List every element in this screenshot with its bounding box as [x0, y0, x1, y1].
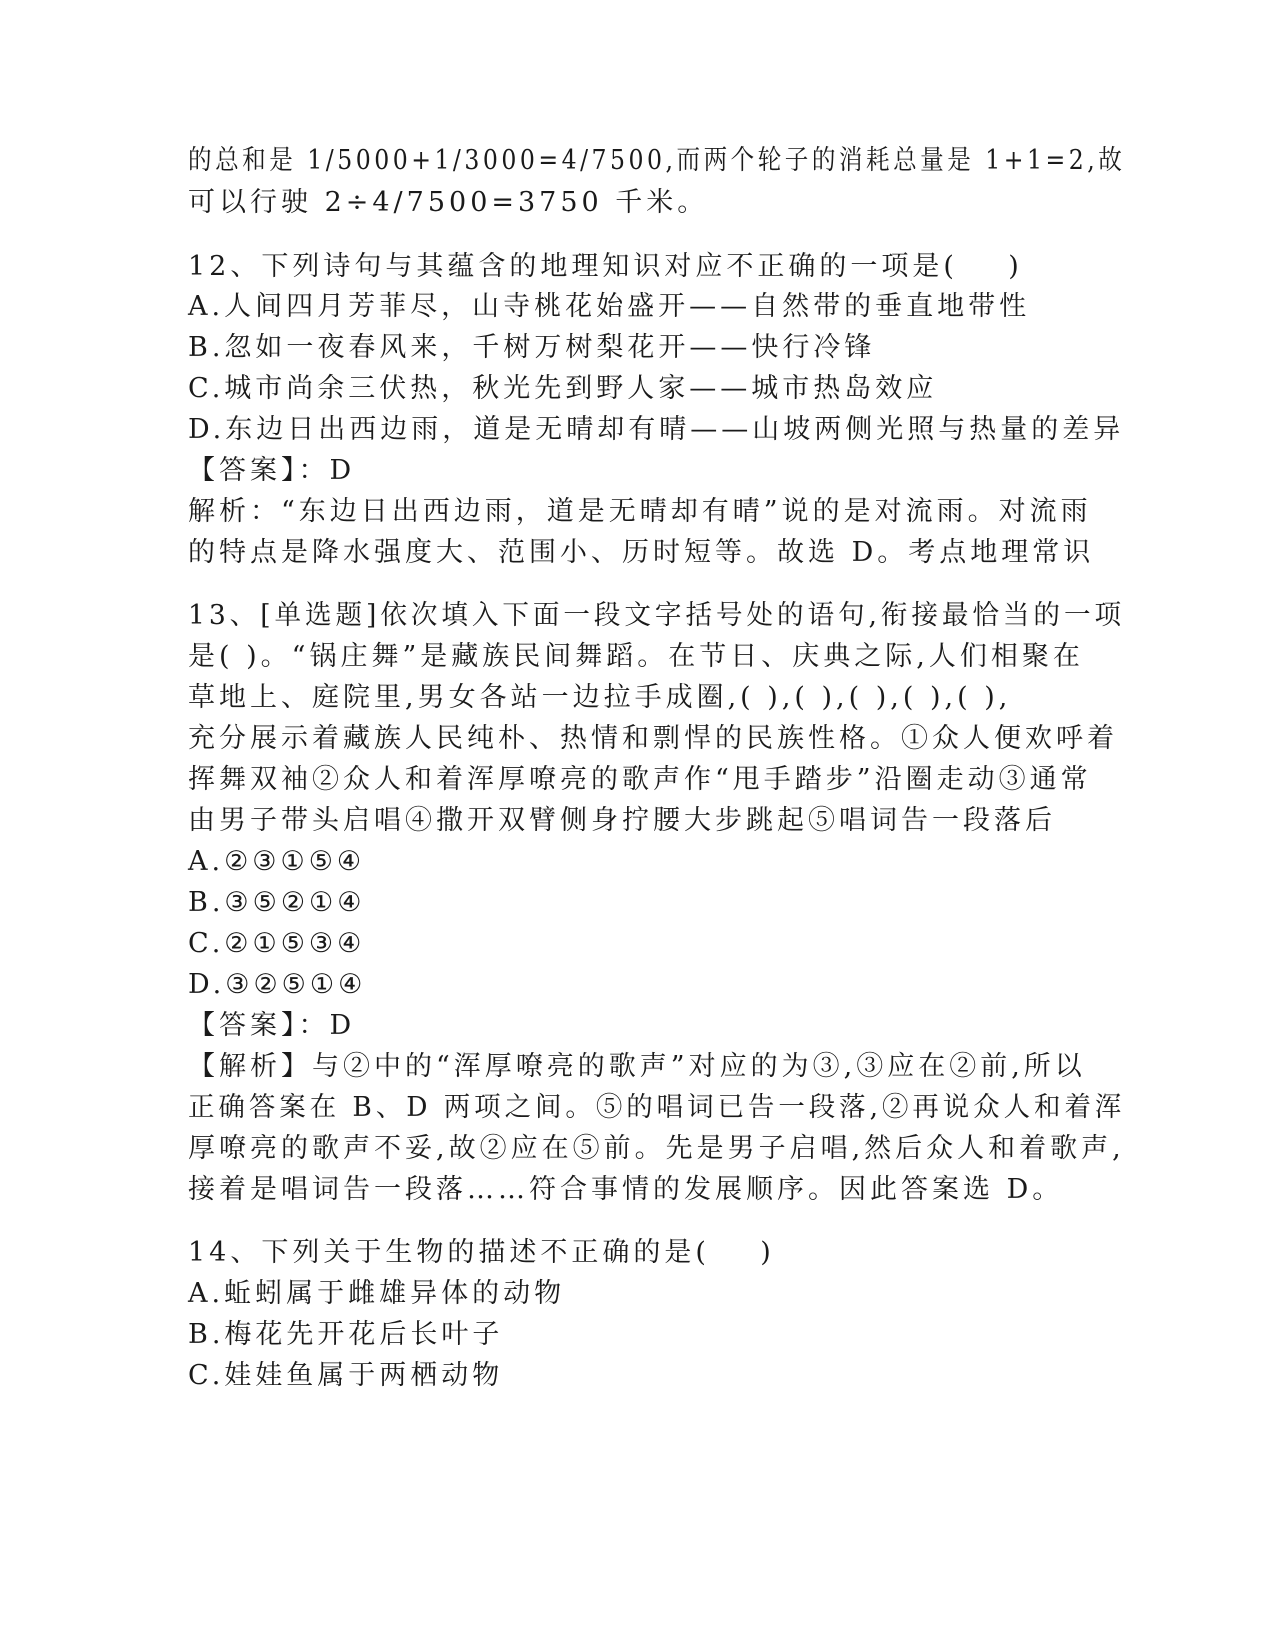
question-13-stem: 13、[单选题]依次填入下面一段文字括号处的语句,衔接最恰当的一项 [188, 600, 1125, 631]
question-14-option-b: B.梅花先开花后长叶子 [188, 1319, 504, 1350]
question-14-stem: 14、下列关于生物的描述不正确的是( ) [188, 1237, 775, 1268]
question-13-stem: 充分展示着藏族人民纯朴、热情和剽悍的民族性格。①众人便欢呼着 [188, 723, 1118, 754]
question-13-analysis: 【解析】与②中的“浑厚嘹亮的歌声”对应的为③,③应在②前,所以 [188, 1051, 1086, 1082]
question-13-analysis: 厚嘹亮的歌声不妥,故②应在⑤前。先是男子启唱,然后众人和着歌声, [188, 1133, 1125, 1164]
question-13-stem: 是( )。“锅庄舞”是藏族民间舞蹈。在节日、庆典之际,人们相聚在 [188, 641, 1084, 672]
question-12-analysis: 的特点是降水强度大、范围小、历时短等。故选 D。考点地理常识 [188, 537, 1095, 568]
question-13-stem: 由男子带头启唱④撒开双臂侧身拧腰大步跳起⑤唱词告一段落后 [188, 805, 1056, 836]
question-12-answer: 【答案】：D [188, 455, 356, 486]
question-13-analysis: 正确答案在 B、D 两项之间。⑤的唱词已告一段落,②再说众人和着浑 [188, 1092, 1126, 1123]
question-12-analysis: 解析：“东边日出西边雨，道是无晴却有晴”说的是对流雨。对流雨 [188, 496, 1092, 527]
question-12-option-b: B.忽如一夜春风来，千树万树梨花开——快行冷锋 [188, 332, 876, 363]
question-14-option-c: C.娃娃鱼属于两栖动物 [188, 1360, 504, 1391]
question-12-option-c: C.城市尚余三伏热，秋光先到野人家——城市热岛效应 [188, 373, 938, 404]
question-13-stem: 草地上、庭院里,男女各站一边拉手成圈,( ),( ),( ),( ),( ), [188, 682, 1012, 713]
text-line: 可以行驶 2÷4/7500=3750 千米。 [188, 187, 709, 218]
question-12-stem: 12、下列诗句与其蕴含的地理知识对应不正确的一项是( ) [188, 251, 1023, 282]
question-14-option-a: A.蚯蚓属于雌雄异体的动物 [188, 1278, 566, 1309]
question-13-option-c: C.②①⑤③④ [188, 928, 366, 959]
question-13-option-b: B.③⑤②①④ [188, 887, 366, 918]
text-line: 的总和是 1/5000+1/3000=4/7500,而两个轮子的消耗总量是 1+1=2,故 [188, 145, 1126, 176]
question-13-option-a: A.②③①⑤④ [188, 846, 366, 877]
question-12-option-a: A.人间四月芳菲尽，山寺桃花始盛开——自然带的垂直地带性 [188, 291, 1031, 322]
question-13-stem: 挥舞双袖②众人和着浑厚嘹亮的歌声作“甩手踏步”沿圈走动③通常 [188, 764, 1092, 795]
question-13-analysis: 接着是唱词告一段落……符合事情的发展顺序。因此答案选 D。 [188, 1174, 1064, 1205]
question-12-option-d: D.东边日出西边雨，道是无晴却有晴——山坡两侧光照与热量的差异 [188, 414, 1125, 445]
question-13-answer: 【答案】：D [188, 1010, 356, 1041]
question-13-option-d: D.③②⑤①④ [188, 969, 367, 1000]
